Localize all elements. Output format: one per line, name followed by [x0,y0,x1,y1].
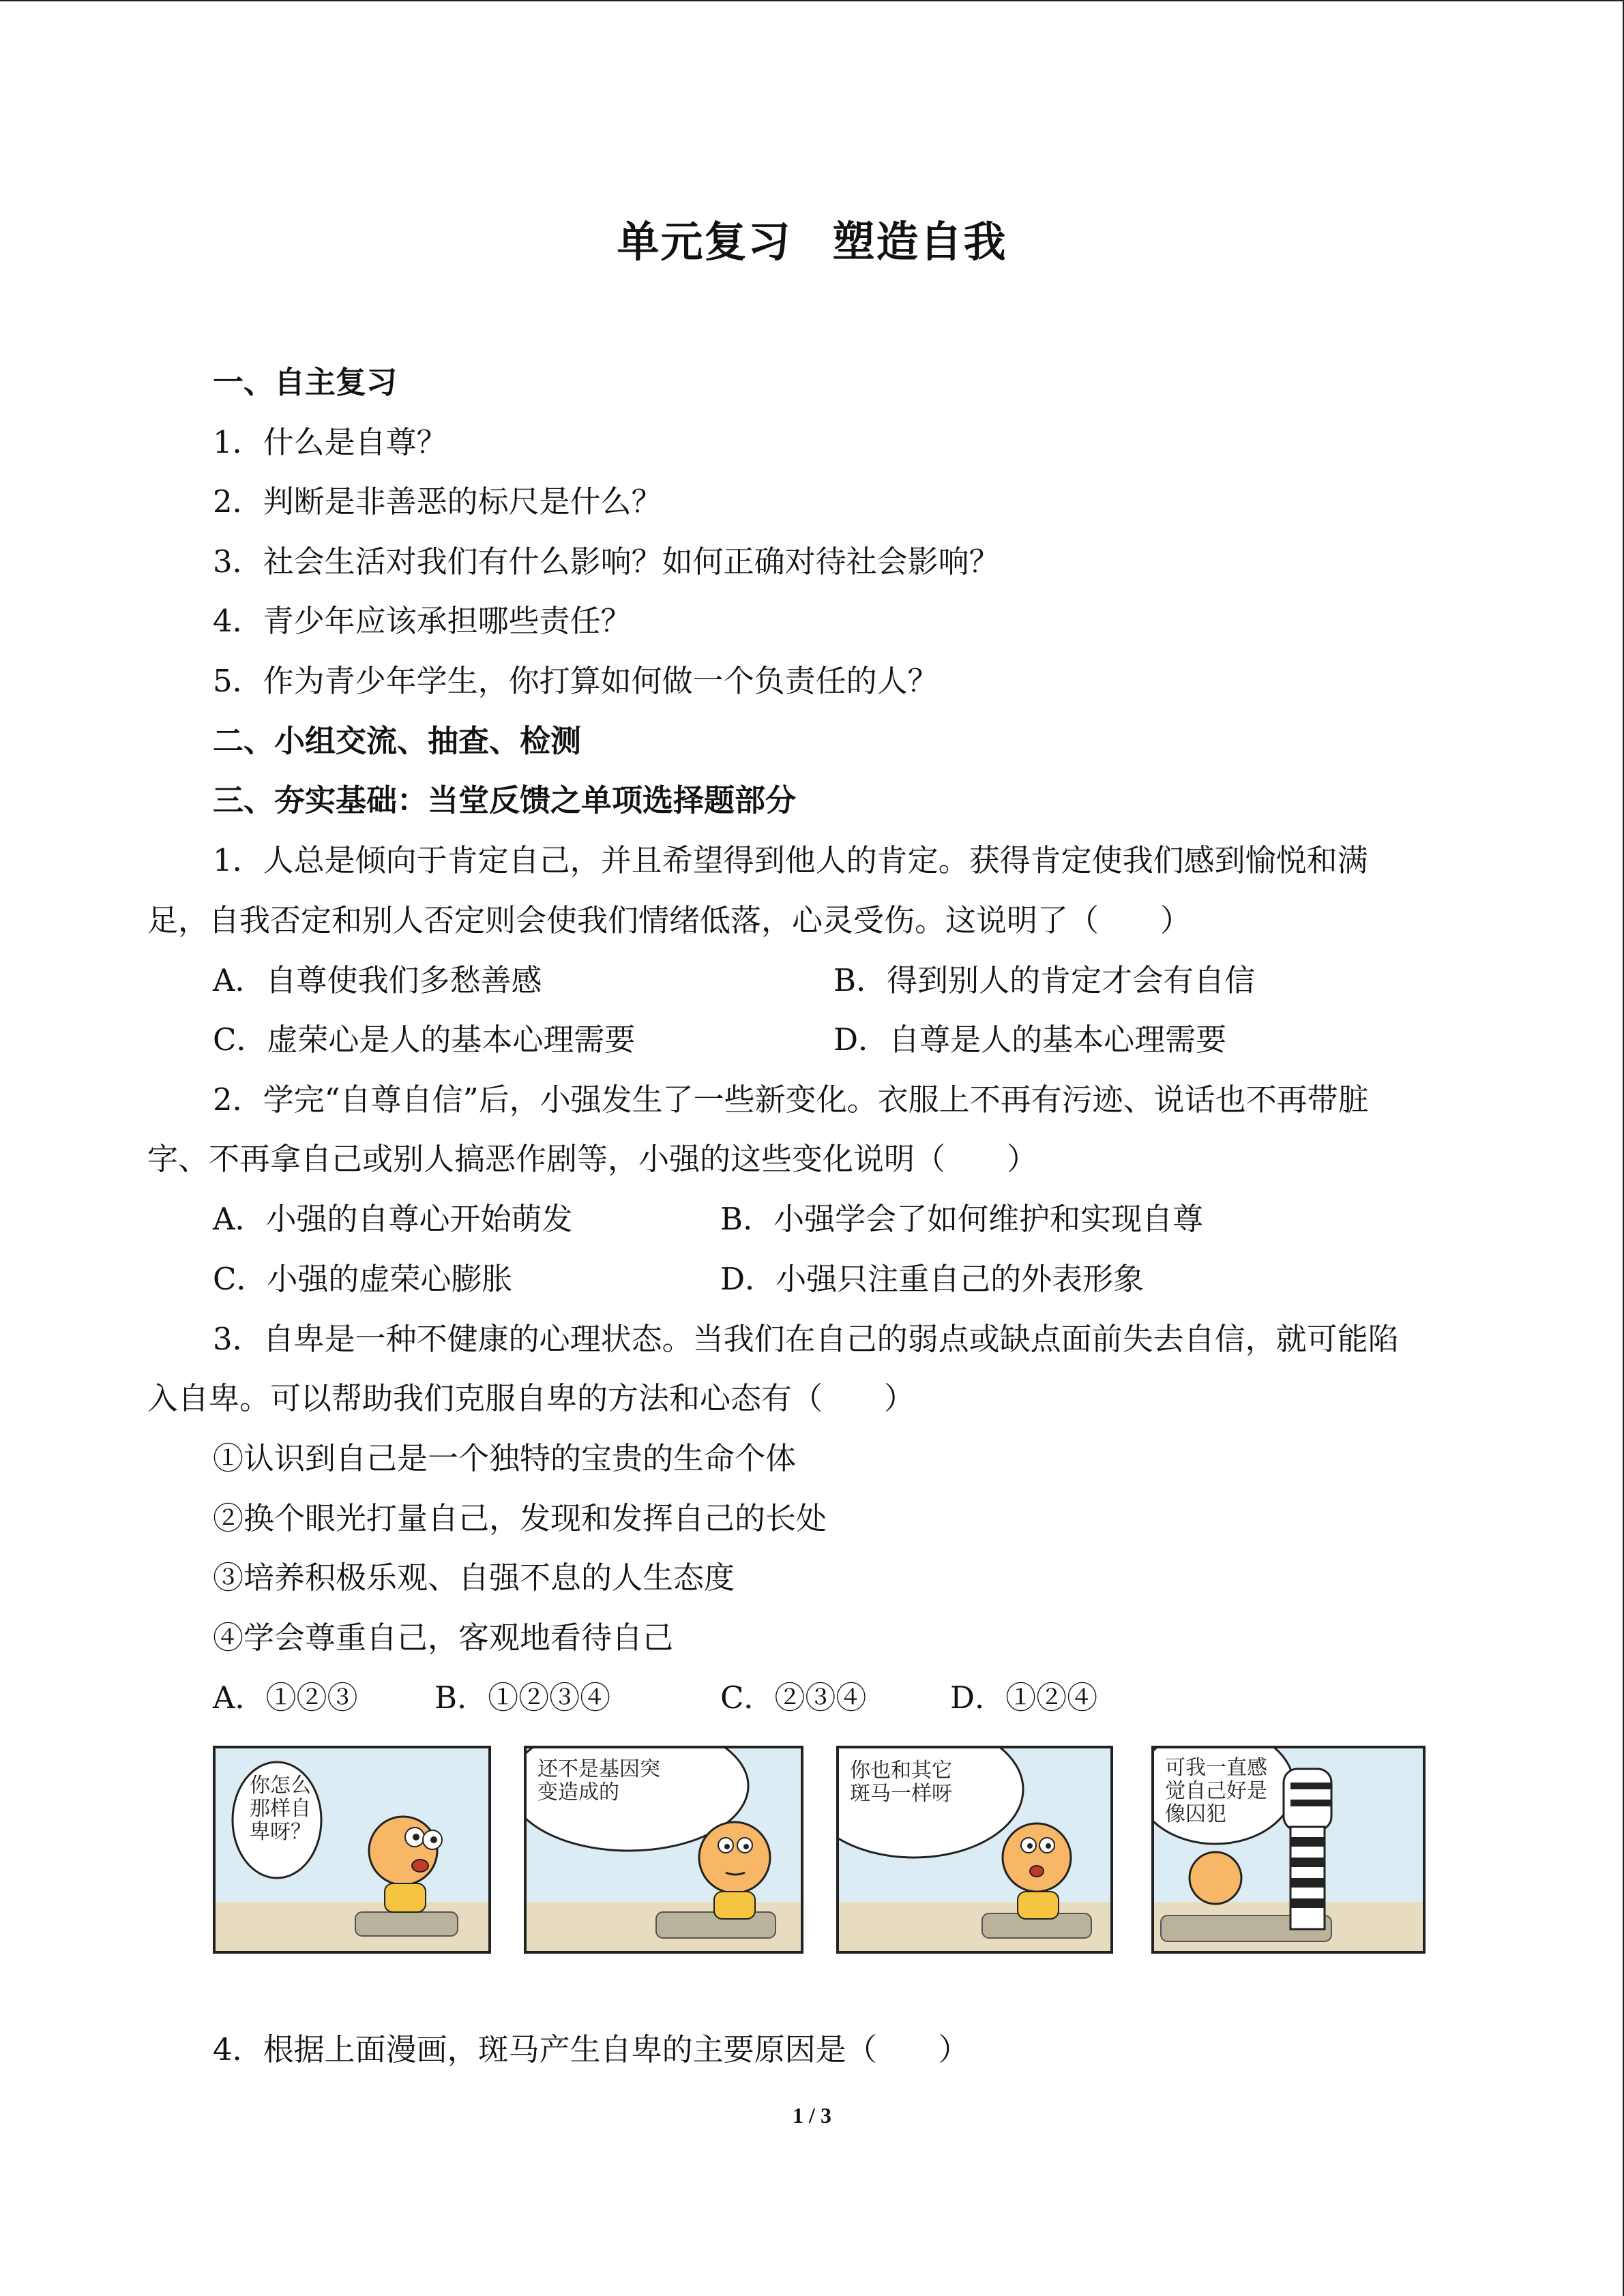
comic-panel-3 [836,1746,1113,1954]
q2-line1: 2．学完“自尊自信”后，小强发生了一些新变化。衣服上不再有污迹、说话也不再带脏 [213,1082,1369,1118]
comic-panel-2 [524,1746,803,1954]
q2-option-c: C．小强的虚荣心膨胀 [213,1261,513,1297]
q2-option-b: B．小强学会了如何维护和实现自尊 [720,1201,1204,1237]
q3-option-d: D．①②④ [950,1680,1098,1716]
comic-1-speech-3: 卑呀？ [250,1820,311,1844]
q3-statement-1: ①认识到自己是一个独特的宝贵的生命个体 [213,1440,797,1476]
comic-4-speech-1: 可我一直感 [1165,1756,1267,1780]
q2-option-a: A．小强的自尊心开始萌发 [213,1201,573,1237]
comic-panel-4 [1151,1746,1426,1954]
q3-line2: 入自卑。可以帮助我们克服自卑的方法和心态有（ ） [147,1380,915,1416]
q3-line1: 3．自卑是一种不健康的心理状态。当我们在自己的弱点或缺点面前失去自信，就可能陷 [213,1321,1399,1357]
q3-option-a: A．①②③ [213,1680,358,1716]
q3-option-c: C．②③④ [720,1680,867,1716]
comic-panel-1 [213,1746,491,1954]
review-item-2: 2．判断是非善恶的标尺是什么？ [213,483,662,520]
review-item-5: 5．作为青少年学生，你打算如何做一个负责任的人？ [213,663,939,699]
q1-option-d: D．自尊是人的基本心理需要 [833,1022,1227,1058]
title-part1: 单元复习 [617,217,792,267]
section3-heading: 三、夯实基础：当堂反馈之单项选择题部分 [213,782,797,818]
page-title [0,208,1624,269]
comic-2-speech-1: 还不是基因突 [537,1757,660,1781]
comic-1-speech-2: 那样自 [250,1797,311,1821]
comic-3-speech-1: 你也和其它 [850,1759,952,1783]
comic-4-speech-3: 像囚犯 [1165,1802,1226,1826]
q1-line1: 1．人总是倾向于肯定自己，并且希望得到他人的肯定。获得肯定使我们感到愉悦和满 [213,842,1368,878]
q4-text: 4．根据上面漫画，斑马产生自卑的主要原因是（ ） [213,2031,969,2068]
top-border [0,0,1623,1]
q2-line2: 字、不再拿自己或别人搞恶作剧等，小强的这些变化说明（ ） [147,1141,1038,1177]
review-item-3: 3．社会生活对我们有什么影响？如何正确对待社会影响？ [213,543,1000,580]
comic-2-speech-2: 变造成的 [537,1780,619,1804]
section2-heading: 二、小组交流、抽查、检测 [213,723,582,759]
q1-line2: 足，自我否定和别人否定则会使我们情绪低落，心灵受伤。这说明了（ ） [147,902,1192,938]
title-part2: 塑造自我 [832,217,1007,267]
comic-3-speech-2: 斑马一样呀 [850,1782,952,1806]
review-item-4: 4．青少年应该承担哪些责任？ [213,603,632,639]
section1-heading: 一、自主复习 [213,364,398,400]
q2-option-d: D．小强只注重自己的外表形象 [720,1261,1145,1297]
page-number: 1 / 3 [793,2103,831,2128]
q3-statement-4: ④学会尊重自己，客观地看待自己 [213,1620,674,1656]
q3-statement-3: ③培养积极乐观、自强不息的人生态度 [213,1560,735,1596]
q3-option-b: B．①②③④ [434,1680,611,1716]
q3-statement-2: ②换个眼光打量自己，发现和发挥自己的长处 [213,1500,827,1536]
q1-option-b: B．得到别人的肯定才会有自信 [833,962,1256,998]
q1-option-c: C．虚荣心是人的基本心理需要 [213,1022,636,1058]
comic-4-speech-2: 觉自己好是 [1165,1779,1267,1803]
review-item-1: 1．什么是自尊？ [213,424,447,460]
comic-1-speech-1: 你怎么 [250,1774,311,1798]
q1-option-a: A．自尊使我们多愁善感 [213,962,542,998]
